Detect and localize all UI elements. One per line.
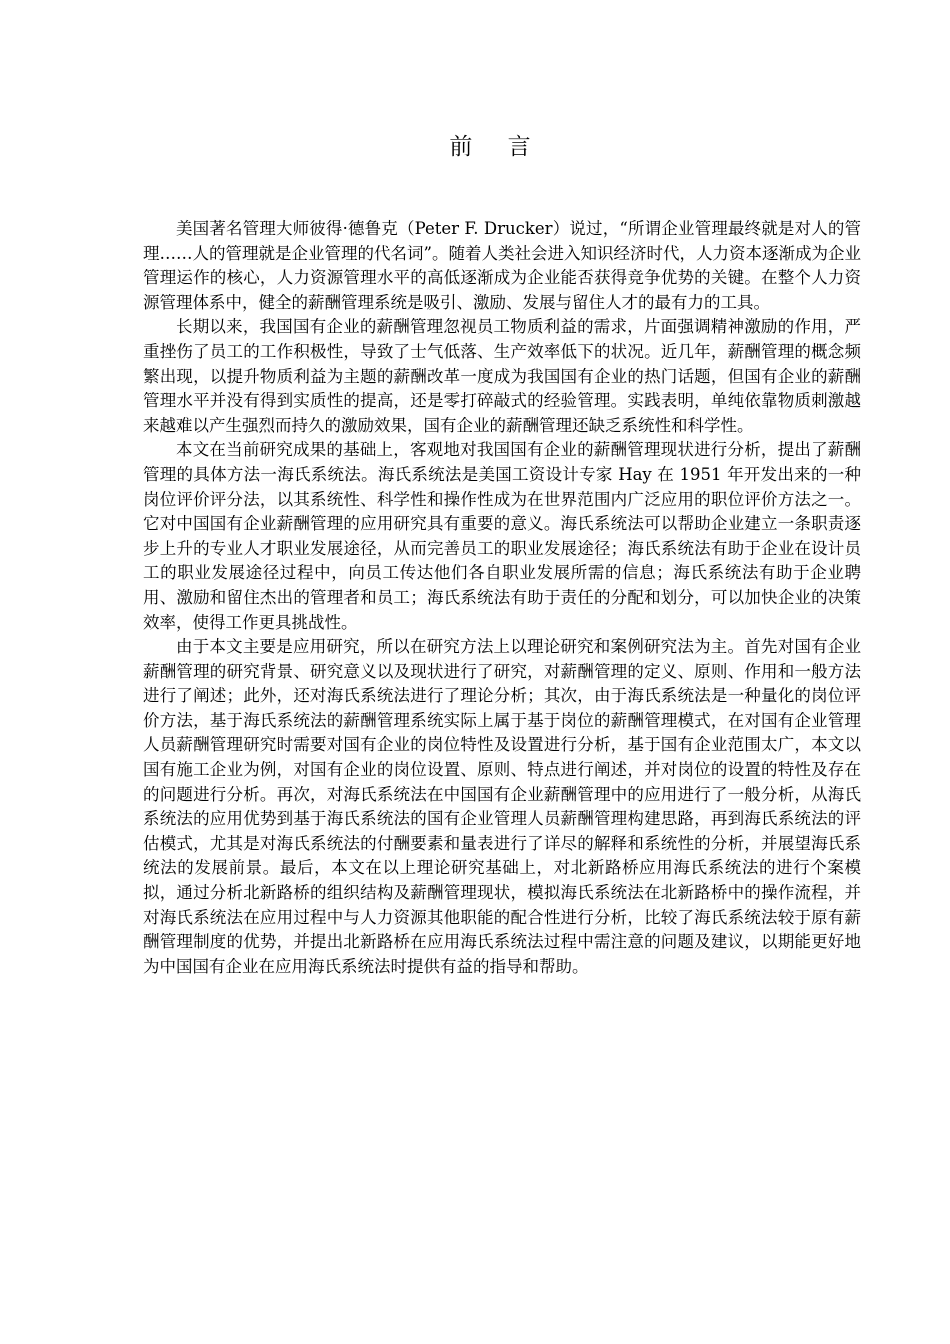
paragraph-4: 由于本文主要是应用研究，所以在研究方法上以理论研究和案例研究法为主。首先对国有企业薪酬管理的研究背景、研究意义以及现状进行了研究，对薪酬管理的定义、原则、作用和一般方法进行了阐述；此外，还对海氏系统法进行了理论分析；其次，由于海氏系统法是一种量化的岗位评价方法，基于海氏系统法的薪酬管理系统实际上属于基于岗位的薪酬管理模式，在对国有企业管理人员薪酬管理研究时需要对国有企业的岗位特性及设置进行分析，基于国有企业范围太广，本文以国有施工企业为例，对国有企业的岗位设置、原则、特点进行阐述，并对岗位的设置的特性及存在的问题进行分析。再次，对海氏系统法在中国国有企业薪酬管理中的应用进行了一般分析，从海氏系统法的应用优势到基于海氏系统法的国有企业管理人员薪酬管理构建思路，再到海氏系统法的评估模式，尤其是对海氏系统法的付酬要素和量表进行了详尽的解释和系统性的分析，并展望海氏系统法的发展前景。最后，本文在以上理论研究基础上，对北新路桥应用海氏系统法的进行个案模拟，通过分析北新路桥的组织结构及薪酬管理现状，模拟海氏系统法在北新路桥中的操作流程，并对海氏系统法在应用过程中与人力资源其他职能的配合性进行分析，比较了海氏系统法较于原有薪酬管理制度的优势，并提出北新路桥在应用海氏系统法过程中需注意的问题及建议，以期能更好地为中国国有企业在应用海氏系统法时提供有益的指导和帮助。 (143, 637, 861, 976)
page-title: 前 言 (449, 134, 545, 160)
paragraph-1: 美国著名管理大师彼得·德鲁克（Peter F. Drucker）说过，“所谓企业管理最终就是对人的管理……人的管理就是企业管理的代名词”。随着人类社会进入知识经济时代，人力资本逐渐成为企业管理运作的核心，人力资源管理水平的高低逐渐成为企业能否获得竞争优势的关键。在整个人力资源管理体系中，健全的薪酬管理系统是吸引、激励、发展与留住人才的最有力的工具。 (143, 219, 861, 312)
paragraph-2: 长期以来，我国国有企业的薪酬管理忽视员工物质利益的需求，片面强调精神激励的作用，严重挫伤了员工的工作积极性，导致了士气低落、生产效率低下的状况。近几年，薪酬管理的概念频繁出现，以提升物质利益为主题的薪酬改革一度成为我国国有企业的热门话题，但国有企业的薪酬管理水平并没有得到实质性的提高，还是零打碎敲式的经验管理。实践表明，单纯依靠物质刺激越来越难以产生强烈而持久的激励效果，国有企业的薪酬管理还缺乏系统性和科学性。 (143, 317, 861, 435)
preface-body (143, 217, 861, 979)
paragraph-3: 本文在当前研究成果的基础上，客观地对我国国有企业的薪酬管理现状进行分析，提出了薪酬管理的具体方法一海氏系统法。海氏系统法是美国工资设计专家 Hay 在 1951 年开发出来的一种岗位评价评分法，以其系统性、科学性和操作性成为在世界范围内广泛应用的职位评价方法之一。它对中国国有企业薪酬管理的应用研究具有重要的意义。海氏系统法可以帮助企业建立一条职责逐步上升的专业人才职业发展途径，从而完善员工的职业发展途径；海氏系统法有助于企业在设计员工的职业发展途径过程中，向员工传达他们各自职业发展所需的信息；海氏系统法有助于企业聘用、激励和留住杰出的管理者和员工；海氏系统法有助于责任的分配和划分，可以加快企业的决策效率，使得工作更具挑战性。 (143, 440, 861, 632)
